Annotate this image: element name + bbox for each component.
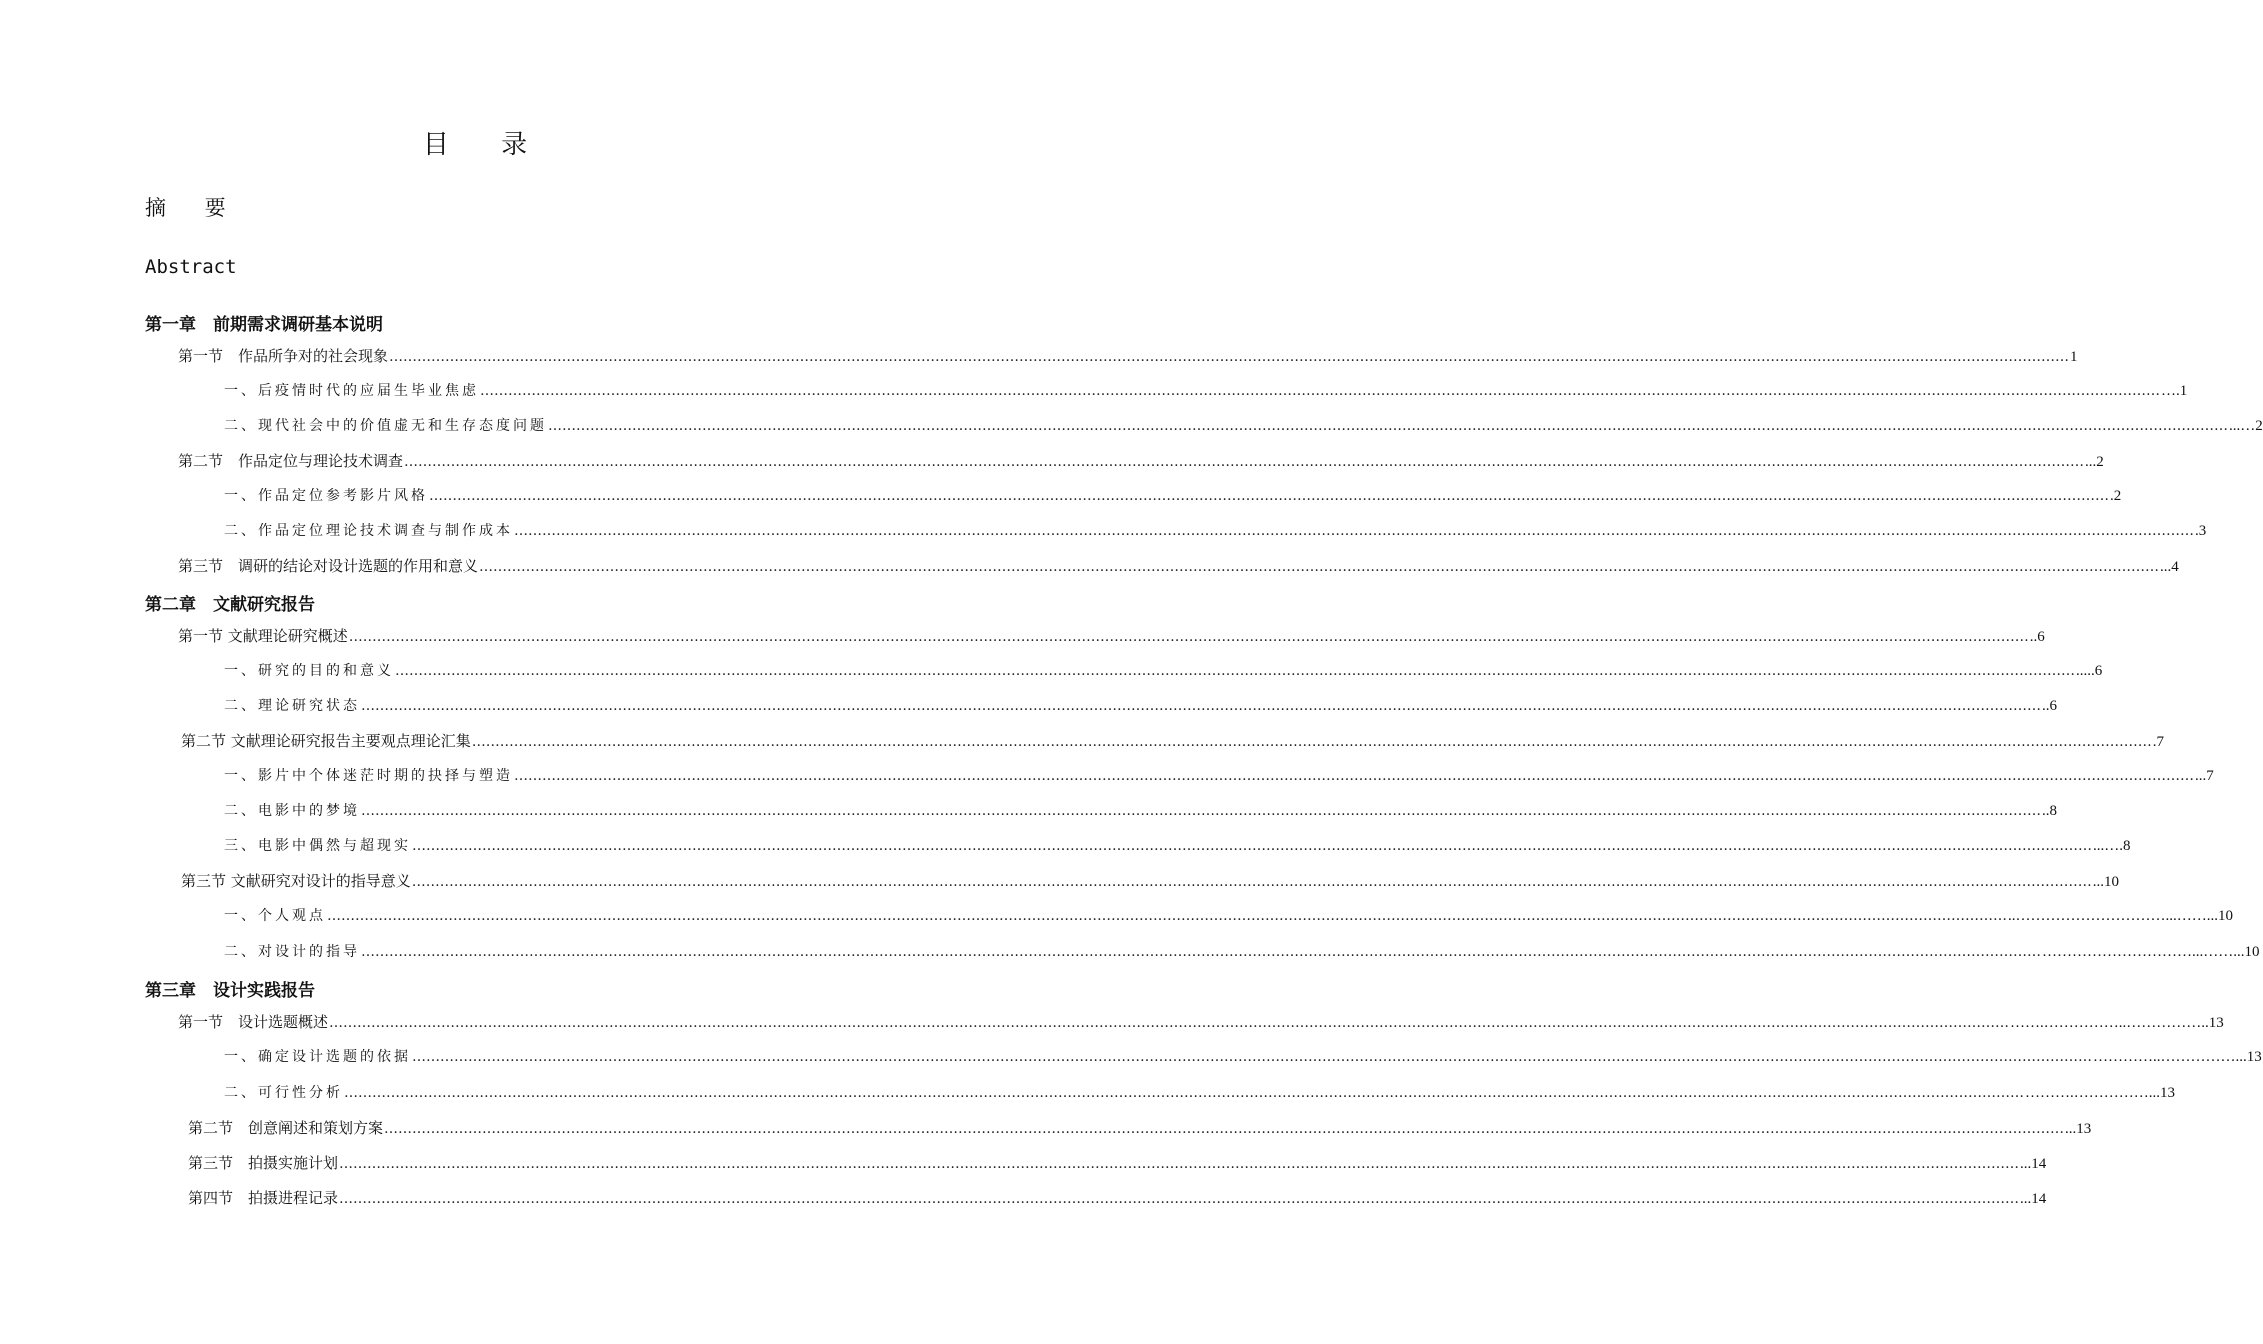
toc-page-number: …………..……………...13 (2093, 1049, 2262, 1065)
toc-section-row (178, 625, 2045, 646)
toc-subsection-row (224, 1046, 2262, 1066)
toc-chapter-row (145, 590, 315, 615)
toc-page-number: ….1 (2161, 383, 2188, 399)
toc-section-row (188, 1117, 2092, 1138)
toc-dot-leader: ……………………………………………………………………………………………………………………………………………………………………………………………………………………………………………………………………………………………………………………………… (429, 488, 2109, 504)
toc-entry-label: 第二节 创意阐述和策划方案 (188, 1119, 384, 1137)
toc-subsection-row (224, 380, 2188, 400)
toc-dot-leader: ……………………………………………………………………………………………………………………………………………………………………………………………………………………………………………………………………………………………………………………………… (471, 734, 2152, 750)
toc-entry-label: 一、确定设计选题的依据 (224, 1049, 411, 1065)
toc-page-number: ..6 (2042, 698, 2057, 714)
toc-entry-label: 第二章 文献研究报告 (145, 595, 315, 615)
toc-page-number: .7 (2152, 734, 2165, 750)
toc-dot-leader: ……………………………………………………………………………………………………………………………………………………………………………………………………………………………………………………………………………………………………………………………… (514, 523, 2194, 539)
abstract-zh-heading: 摘 要 (145, 196, 242, 220)
toc-subsection-row (224, 765, 2214, 785)
toc-entry-label: 一、个人观点 (224, 908, 326, 924)
toc-entry-label: 二、作品定位理论技术调查与制作成本 (224, 523, 513, 539)
toc-dot-leader: ……………………………………………………………………………………………………………………………………………………………………………………………………………………………………………………………………………………………………………………………… (339, 1191, 2020, 1207)
toc-entry-label: 二、电影中的梦境 (224, 803, 360, 819)
toc-subsection-row (224, 835, 2131, 855)
toc-page-number: ...…2 (2229, 418, 2263, 434)
toc-dot-leader: ……………………………………………………………………………………………………………………………………………………………………………………………………………………………………………………………………………………………………………………………… (344, 1085, 2024, 1101)
toc-entry-label: 第二节 作品定位与理论技术调查 (178, 452, 404, 470)
toc-dot-leader: ……………………………………………………………………………………………………………………………………………………………………………………………………………………………………………………………………………………………………………………………… (389, 349, 2070, 365)
toc-page-number: ...14 (2020, 1191, 2047, 1207)
toc-subsection-row (224, 905, 2233, 925)
toc-dot-leader: ……………………………………………………………………………………………………………………………………………………………………………………………………………………………………………………………………………………………………………………………… (411, 874, 2092, 890)
toc-page-number: ..6 (2029, 629, 2045, 645)
toc-entry-label: 第一节 作品所争对的社会现象 (178, 347, 389, 365)
abstract-en-heading: Abstract (145, 256, 237, 278)
toc-dot-leader: ……………………………………………………………………………………………………………………………………………………………………………………………………………………………………………………………………………………………………………………………… (339, 1156, 2020, 1172)
toc-page-number: …………………………...……...10 (2042, 944, 2260, 960)
toc-page-number: …….……………..……………..13 (2010, 1015, 2224, 1031)
toc-subsection-row (224, 485, 2122, 505)
toc-dot-leader: ……………………………………………………………………………………………………………………………………………………………………………………………………………………………………………………………………………………………………………………………… (348, 629, 2029, 645)
toc-entry-label: 第三节 文献研究对设计的指导意义 (181, 872, 411, 890)
toc-dot-leader: ……………………………………………………………………………………………………………………………………………………………………………………………………………………………………………………………………………………………………………………………… (412, 838, 2092, 854)
toc-page-number: ...10 (2092, 874, 2120, 890)
toc-section-row (178, 450, 2104, 471)
toc-subsection-row (224, 415, 2263, 435)
toc-dot-leader: ……………………………………………………………………………………………………………………………………………………………………………………………………………………………………………………………………………………………………………………………… (548, 418, 2228, 434)
toc-entry-label: 第三章 设计实践报告 (145, 981, 315, 1001)
toc-chapter-row (145, 310, 383, 335)
toc-page-number: ...2 (2085, 454, 2104, 470)
toc-entry-label: 二、现代社会中的价值虚无和生存态度问题 (224, 418, 547, 434)
toc-dot-leader: ……………………………………………………………………………………………………………………………………………………………………………………………………………………………………………………………………………………………………………………………… (384, 1121, 2065, 1137)
toc-entry-label: 第一节 设计选题概述 (178, 1013, 329, 1031)
toc-section-row (188, 1187, 2047, 1208)
toc-entry-label: 三、电影中偶然与超现实 (224, 838, 411, 854)
toc-subsection-row (224, 1082, 2175, 1102)
toc-entry-label: 一、后疫情时代的应届生毕业焦虑 (224, 383, 479, 399)
toc-page-number: ...13 (2065, 1121, 2092, 1137)
toc-section-row (181, 870, 2120, 891)
toc-subsection-row (224, 520, 2207, 540)
toc-dot-leader: ……………………………………………………………………………………………………………………………………………………………………………………………………………………………………………………………………………………………………………………………… (361, 698, 2041, 714)
toc-entry-label: 第三节 调研的结论对设计选题的作用和意义 (178, 557, 479, 575)
toc-page-number: ...7 (2195, 768, 2214, 784)
toc-dot-leader: ……………………………………………………………………………………………………………………………………………………………………………………………………………………………………………………………………………………………………………………………… (479, 559, 2160, 575)
toc-dot-leader: ……………………………………………………………………………………………………………………………………………………………………………………………………………………………………………………………………………………………………………………………… (412, 1049, 2092, 1065)
toc-entry-label: 第四节 拍摄进程记录 (188, 1189, 339, 1207)
toc-page-number: ..…………………………...……...10 (2008, 908, 2233, 924)
page-title: 目 录 (422, 130, 550, 160)
toc-page-number: ...….8 (2093, 838, 2131, 854)
toc-dot-leader: ……………………………………………………………………………………………………………………………………………………………………………………………………………………………………………………………………………………………………………………………… (480, 383, 2160, 399)
toc-entry-label: 二、对设计的指导 (224, 944, 360, 960)
toc-section-row (188, 1152, 2047, 1173)
toc-dot-leader: ……………………………………………………………………………………………………………………………………………………………………………………………………………………………………………………………………………………………………………………………… (361, 944, 2041, 960)
toc-section-row (178, 345, 2078, 366)
toc-subsection-row (224, 660, 2103, 680)
toc-entry-label: 二、可行性分析 (224, 1085, 343, 1101)
toc-page-number: ...14 (2020, 1156, 2047, 1172)
toc-dot-leader: ……………………………………………………………………………………………………………………………………………………………………………………………………………………………………………………………………………………………………………………………… (395, 663, 2075, 679)
toc-page-number: .2 (2110, 488, 2122, 504)
toc-entry-label: 一、作品定位参考影片风格 (224, 488, 428, 504)
toc-section-row (181, 730, 2165, 751)
toc-dot-leader: ……………………………………………………………………………………………………………………………………………………………………………………………………………………………………………………………………………………………………………………………… (404, 454, 2085, 470)
toc-entry-label: 第一节 文献理论研究概述 (178, 627, 348, 645)
toc-subsection-row (224, 800, 2057, 820)
toc-page-number: .....6 (2076, 663, 2103, 679)
toc-entry-label: 一、研究的目的和意义 (224, 663, 394, 679)
toc-entry-label: 二、理论研究状态 (224, 698, 360, 714)
toc-page-number: .3 (2195, 523, 2207, 539)
toc-section-row (178, 555, 2179, 576)
toc-chapter-row (145, 976, 315, 1001)
toc-page-number: ..8 (2042, 803, 2057, 819)
toc-entry-label: 第二节 文献理论研究报告主要观点理论汇集 (181, 732, 471, 750)
toc-entry-label: 第三节 拍摄实施计划 (188, 1154, 339, 1172)
toc-dot-leader: ……………………………………………………………………………………………………………………………………………………………………………………………………………………………………………………………………………………………………………………………… (327, 908, 2007, 924)
toc-page-number: 1 (2070, 349, 2078, 365)
toc-entry-label: 第一章 前期需求调研基本说明 (145, 315, 383, 335)
toc-dot-leader: ……………………………………………………………………………………………………………………………………………………………………………………………………………………………………………………………………………………………………………………………… (329, 1015, 2010, 1031)
toc-subsection-row (224, 695, 2057, 715)
toc-dot-leader: ……………………………………………………………………………………………………………………………………………………………………………………………………………………………………………………………………………………………………………………………… (514, 768, 2194, 784)
toc-entry-label: 一、影片中个体迷茫时期的抉择与塑造 (224, 768, 513, 784)
toc-dot-leader: ……………………………………………………………………………………………………………………………………………………………………………………………………………………………………………………………………………………………………………………………… (361, 803, 2041, 819)
toc-section-row (178, 1011, 2224, 1032)
toc-page-number: ...4 (2160, 559, 2179, 575)
toc-page-number: ……….……………...13 (2025, 1085, 2175, 1101)
toc-subsection-row (224, 941, 2260, 961)
